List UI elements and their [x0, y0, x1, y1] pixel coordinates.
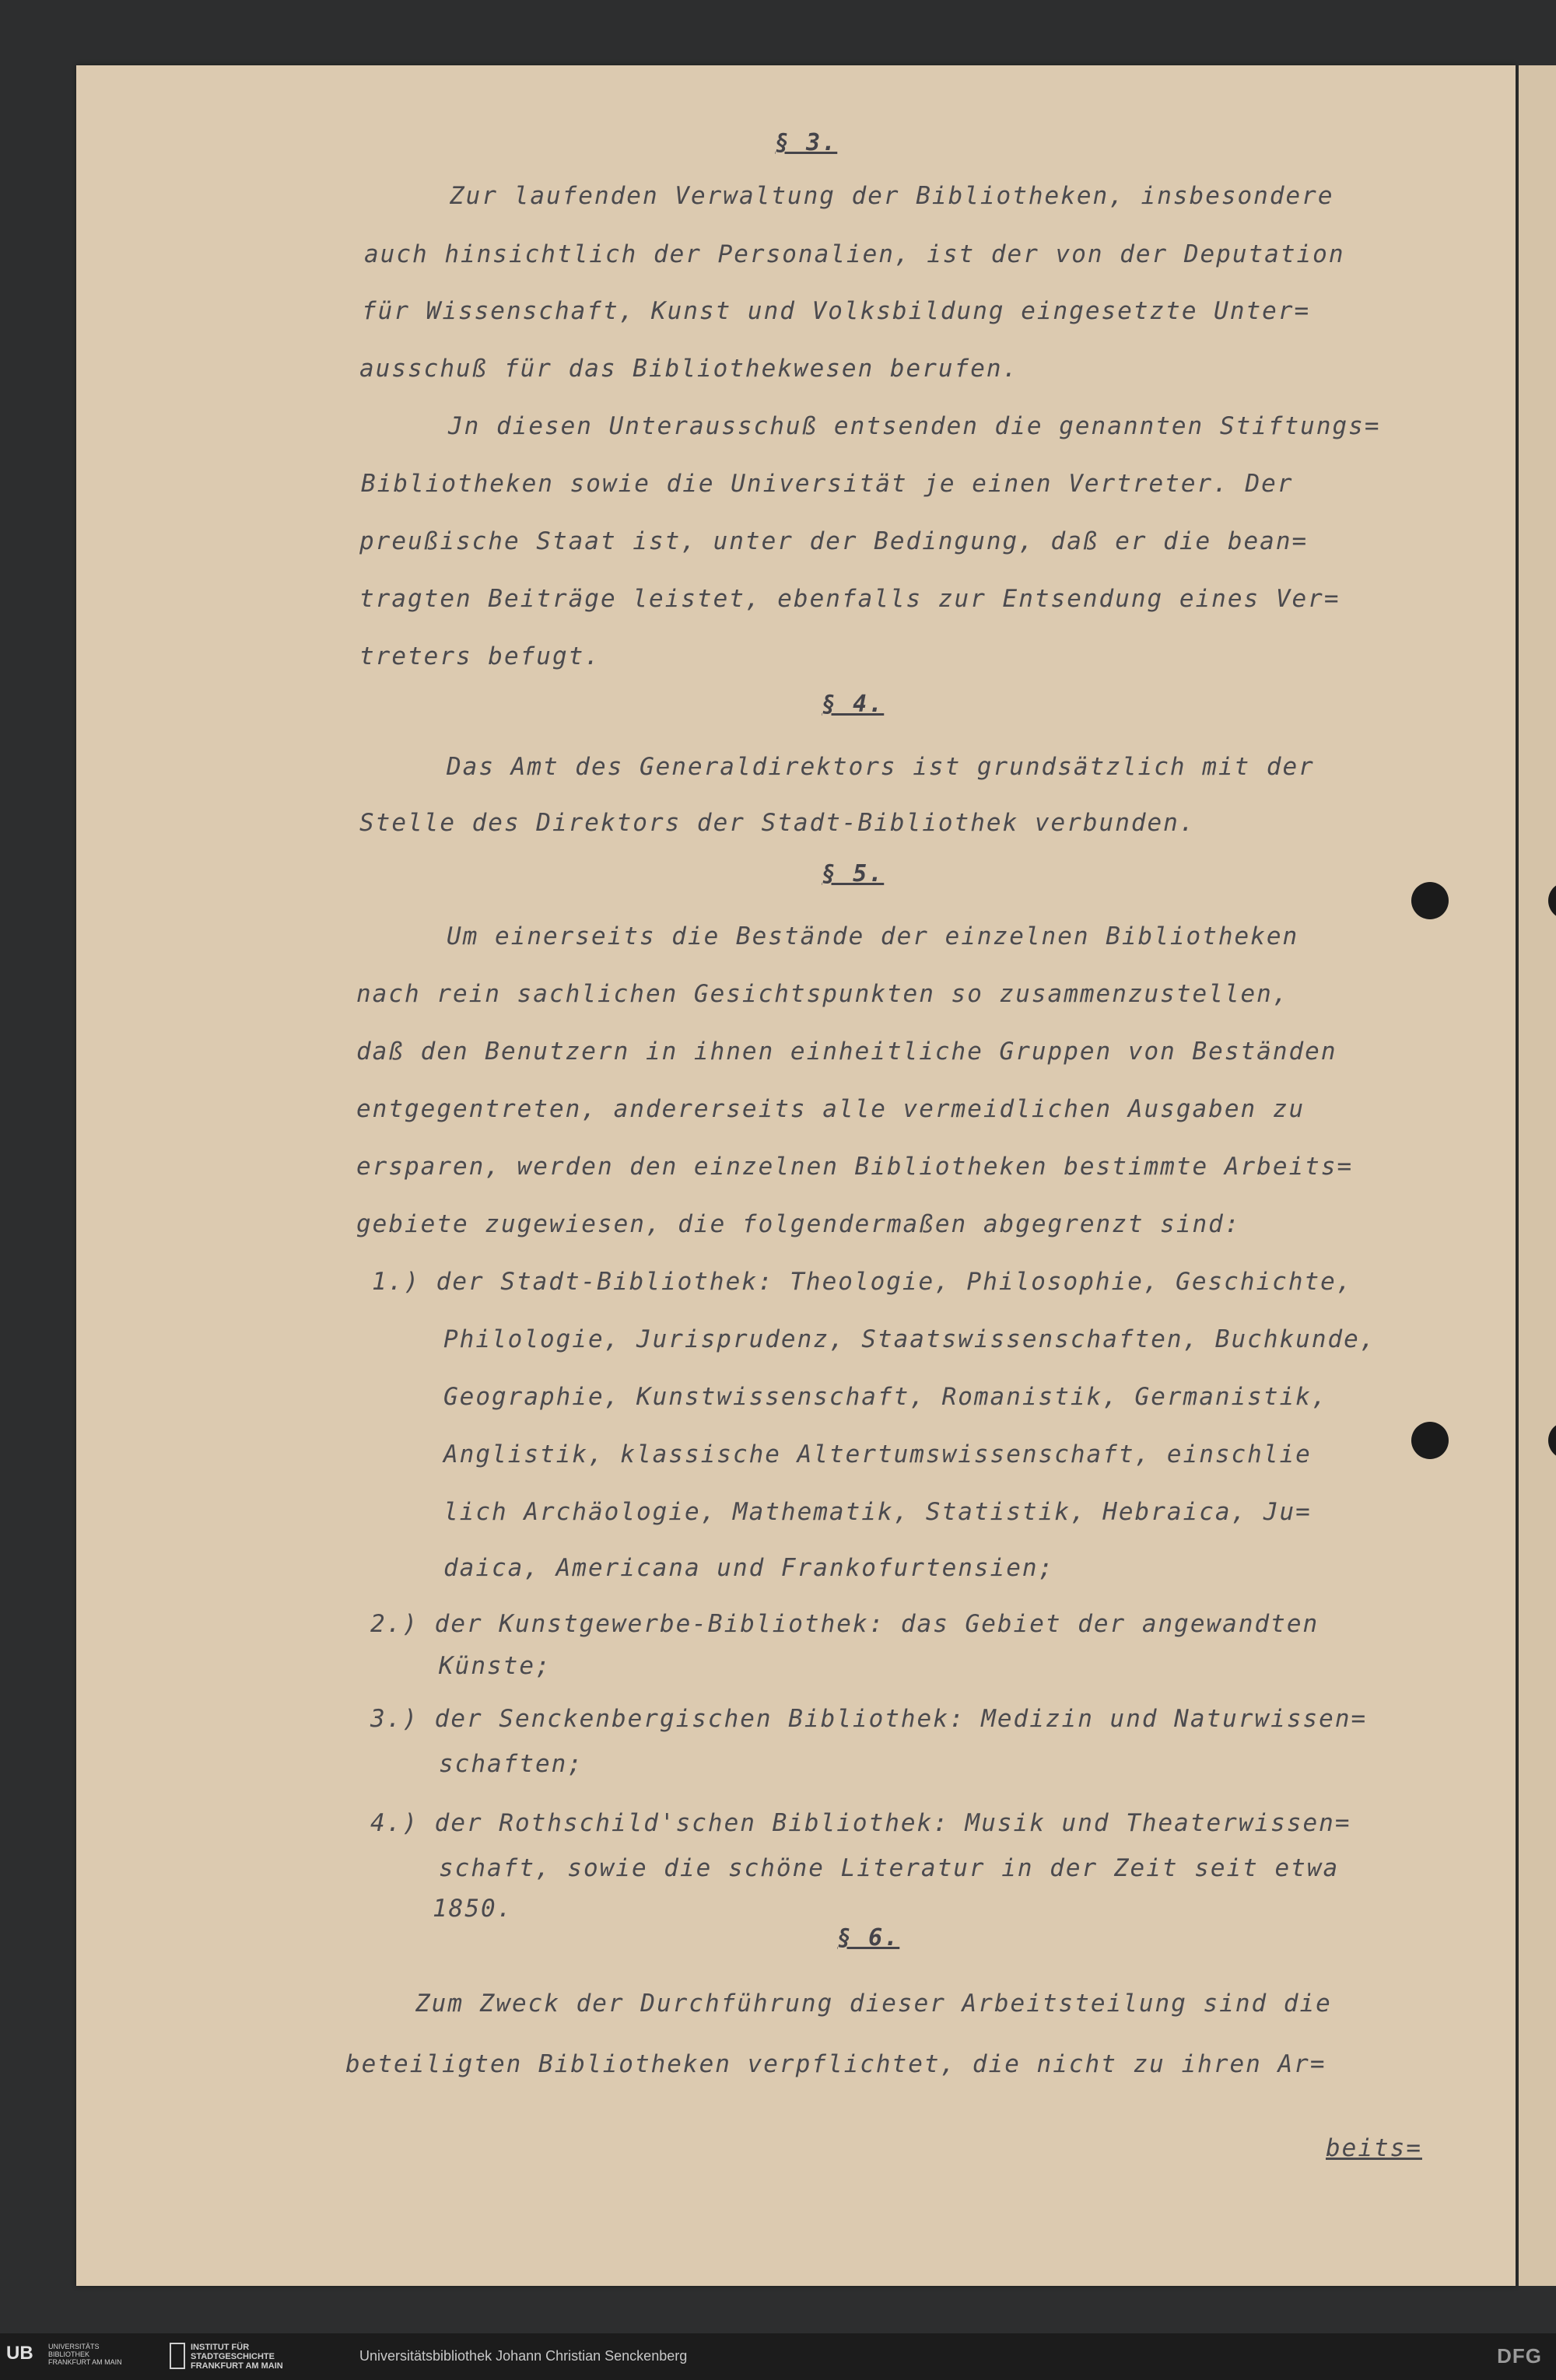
text-line: Das Amt des Generaldirektors ist grundsätzlich mit der [447, 753, 1315, 781]
text-line: Künste; [439, 1652, 552, 1680]
text-line: schaften; [439, 1750, 584, 1778]
text-line: treters befugt. [359, 642, 601, 670]
punch-hole [1411, 1422, 1449, 1459]
text-line: Anglistik, klassische Altertumswissenschaft, einschlie [443, 1440, 1312, 1468]
text-line: für Wissenschaft, Kunst und Volksbildung eingesetzte Unter= [362, 297, 1311, 325]
text-line: nach rein sachlichen Gesichtspunkten so zusammenzustellen, [356, 980, 1289, 1008]
section-heading-4: § 4. [822, 691, 885, 718]
list-item-2: 2.) der Kunstgewerbe-Bibliothek: das Gebiet der angewandten [370, 1610, 1319, 1638]
ub-logo-subtitle: UNIVERSITÄTS BIBLIOTHEK FRANKFURT AM MAIN [48, 2343, 122, 2366]
text-line: Geographie, Kunstwissenschaft, Romanistik, Germanistik, [443, 1383, 1328, 1411]
dfg-logo: DFG [1497, 2344, 1542, 2368]
text-line: lich Archäologie, Mathematik, Statistik, Hebraica, Ju= [443, 1498, 1312, 1526]
text-line: entgegentreten, andererseits alle vermeidlichen Ausgaben zu [356, 1095, 1305, 1123]
text-line: Jn diesen Unterausschuß entsenden die genannten Stiftungs= [448, 412, 1381, 440]
section-heading-6: § 6. [837, 1924, 900, 1951]
text-line: 1850. [433, 1895, 513, 1923]
list-item-3: 3.) der Senckenbergischen Bibliothek: Medizin und Naturwissen= [370, 1705, 1368, 1733]
text-line: Um einerseits die Bestände der einzelnen Bibliotheken [447, 922, 1299, 950]
text-line: daß den Benutzern in ihnen einheitliche Gruppen von Beständen [356, 1038, 1337, 1066]
text-line: Zum Zweck der Durchführung dieser Arbeitsteilung sind die [415, 1990, 1332, 2018]
text-line: schaft, sowie die schöne Literatur in der Zeit seit etwa [439, 1854, 1340, 1882]
section-heading-5: § 5. [822, 860, 885, 887]
text-line: gebiete zugewiesen, die folgendermaßen abgegrenzt sind: [356, 1210, 1241, 1238]
text-line: beteiligten Bibliotheken verpflichtet, die nicht zu ihren Ar= [345, 2050, 1326, 2078]
library-credit: Universitätsbibliothek Johann Christian Senckenberg [359, 2348, 688, 2364]
document-page [76, 65, 1516, 2286]
text-line: tragten Beiträge leistet, ebenfalls zur Entsendung eines Ver= [359, 585, 1340, 613]
punch-hole [1411, 882, 1449, 919]
institute-logo-text: INSTITUT FÜR STADTGESCHICHTE FRANKFURT AM MAIN [191, 2343, 283, 2371]
text-line: preußische Staat ist, unter der Bedingung, daß er die bean= [359, 527, 1309, 555]
text-line: Bibliotheken sowie die Universität je einen Vertreter. Der [361, 470, 1294, 498]
institute-logo-icon [170, 2343, 185, 2369]
catchword: beits= [1326, 2134, 1422, 2162]
text-line: auch hinsichtlich der Personalien, ist der von der Deputation [364, 240, 1345, 268]
text-line: ersparen, werden den einzelnen Bibliotheken bestimmte Arbeits= [356, 1153, 1354, 1181]
text-line: ausschuß für das Bibliothekwesen berufen. [359, 355, 1019, 383]
text-line: Philologie, Jurisprudenz, Staatswissenschaften, Buchkunde, [443, 1325, 1376, 1353]
text-line: daica, Americana und Frankofurtensien; [443, 1554, 1055, 1582]
footer-bar [0, 2333, 1556, 2380]
ub-logo: UB [6, 2343, 33, 2364]
text-line: Stelle des Direktors der Stadt-Bibliothek verbunden. [359, 809, 1196, 837]
adjacent-page-edge [1519, 65, 1556, 2286]
text-line: Zur laufenden Verwaltung der Bibliotheken, insbesondere [450, 182, 1334, 210]
list-item-4: 4.) der Rothschild'schen Bibliothek: Musik und Theaterwissen= [370, 1809, 1351, 1837]
list-item-1: 1.) der Stadt-Bibliothek: Theologie, Philosophie, Geschichte, [372, 1268, 1353, 1296]
section-heading-3: § 3. [775, 129, 838, 156]
